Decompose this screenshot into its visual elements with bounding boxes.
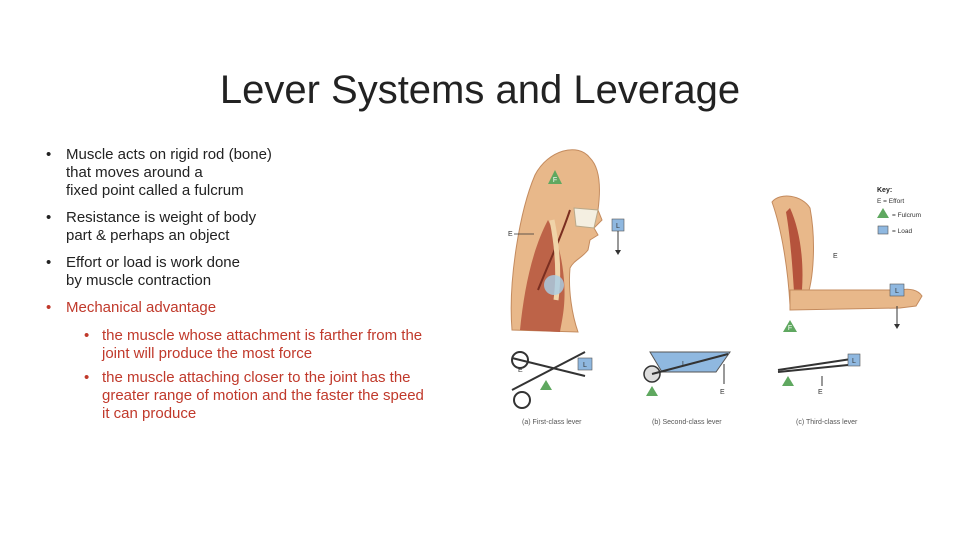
sub-bullet-line: it can produce bbox=[102, 405, 197, 422]
slide-title: Lever Systems and Leverage bbox=[219, 68, 741, 112]
bullet-item bbox=[40, 299, 480, 317]
figure-key bbox=[877, 187, 921, 235]
bullet-list bbox=[40, 146, 480, 429]
effort-label: E bbox=[818, 389, 823, 396]
sub-bullet-line: • the muscle whose attachment is farther from the bbox=[102, 327, 423, 344]
caption-first-class: (a) First-class lever bbox=[522, 419, 582, 426]
bullet-line: • Mechanical advantage bbox=[66, 299, 217, 316]
caption-third-class: (c) Third-class lever bbox=[796, 419, 858, 426]
lever-systems-figure bbox=[490, 140, 950, 435]
bullet-line: by muscle contraction bbox=[66, 272, 212, 289]
head-neck-illustration bbox=[508, 150, 624, 332]
bullet-line: fixed point called a fulcrum bbox=[66, 182, 244, 199]
sub-bullet-item bbox=[40, 327, 480, 363]
bullet-item bbox=[40, 209, 480, 245]
load-label: L bbox=[852, 358, 856, 365]
bullet-item bbox=[40, 254, 480, 290]
key-title: Key: bbox=[877, 187, 893, 194]
fulcrum-label: F bbox=[552, 177, 558, 184]
load-label: L bbox=[682, 361, 686, 368]
caption-second-class: (b) Second-class lever bbox=[652, 419, 722, 426]
key-load: = Load bbox=[892, 228, 913, 235]
sub-bullet-list bbox=[40, 327, 480, 423]
load-label: L bbox=[583, 362, 587, 369]
third-class-lever-diagram bbox=[778, 354, 860, 426]
bullet-line: • Resistance is weight of body bbox=[66, 209, 257, 226]
sub-bullet-line: • the muscle attaching closer to the joint has the bbox=[102, 369, 411, 386]
load-label: L bbox=[616, 223, 620, 230]
sub-bullet-item bbox=[40, 369, 480, 423]
effort-label: E bbox=[720, 389, 725, 396]
effort-label: E bbox=[833, 253, 838, 260]
bullet-line: that moves around a bbox=[66, 164, 203, 181]
key-effort: E = Effort bbox=[877, 198, 905, 205]
bullet-line: • Effort or load is work done bbox=[66, 254, 240, 271]
bullet-line: • Muscle acts on rigid rod (bone) bbox=[66, 146, 272, 163]
sub-bullet-line: greater range of motion and the faster the speed bbox=[102, 387, 424, 404]
key-fulcrum: = Fulcrum bbox=[892, 212, 922, 219]
first-class-lever-diagram bbox=[512, 352, 592, 426]
bullet-line: part & perhaps an object bbox=[66, 227, 230, 244]
sub-bullet-line: joint will produce the most force bbox=[102, 345, 313, 362]
bullet-item bbox=[40, 146, 480, 200]
effort-label: E bbox=[518, 367, 523, 374]
effort-label: E bbox=[508, 231, 513, 238]
fulcrum-label: F bbox=[787, 325, 793, 332]
second-class-lever-diagram bbox=[644, 352, 730, 426]
load-label: L bbox=[895, 288, 899, 295]
